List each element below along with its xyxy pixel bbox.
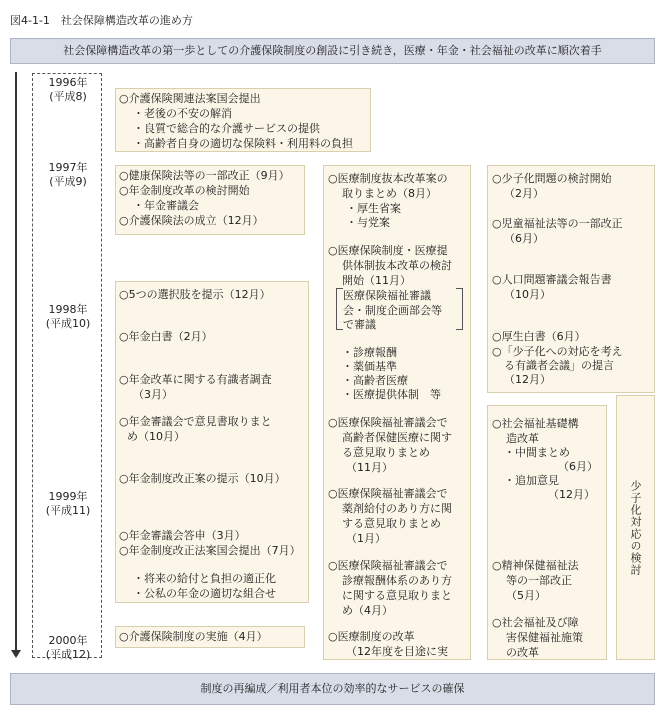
box-line: ○精神保健福祉法 [492, 559, 579, 572]
box-line: （2月） [504, 187, 544, 200]
box-line: ・公私の年金の適切な組合せ [133, 587, 276, 600]
box-line: ○年金白書（2月） [119, 330, 213, 343]
box-line: ○年金改革に関する有識者調査 [119, 373, 272, 386]
era-label: (平成8) [49, 90, 87, 103]
box-line: （10月） [504, 288, 551, 301]
box-line: ○年金制度改革の検討開始 [119, 184, 250, 197]
year-label: 1997年 [48, 161, 88, 174]
box-line: （6月） [504, 232, 544, 245]
box-line: 診療報酬体系のあり方 [342, 574, 452, 587]
box-line: に関する意見取りまと [342, 589, 452, 602]
box-line: （1月） [346, 532, 386, 545]
box-line: ・追加意見 [504, 474, 559, 487]
box-line: ・医療提供体制 等 [342, 388, 441, 401]
box-line: ○健康保険法等の一部改正（9月） [119, 169, 290, 182]
box-line: ○社会福祉及び障 [492, 616, 579, 629]
box-line: （11月） [346, 461, 393, 474]
box-line: ・年金審議会 [133, 199, 199, 212]
box-line: する意見取りまとめ [342, 517, 441, 530]
box-line: ・薬価基準 [342, 360, 397, 373]
top-banner-text: 社会保障構造改革の第一歩としての介護保険制度の創設に引き続き，医療・年金・社会福祉の改革に順次着手 [63, 44, 602, 57]
box-line: ・高齢者自身の適切な保険料・利用料の負担 [133, 137, 353, 150]
box-line: ・中間まとめ [504, 446, 570, 459]
box-line: ○介護保険関連法案国会提出 [119, 92, 261, 105]
year-1999 [38, 490, 98, 518]
box-line: 造改革 [506, 432, 539, 445]
box-line: （3月） [133, 388, 173, 401]
era-label: (平成10) [45, 317, 91, 330]
left-bracket [336, 288, 343, 330]
box-line: 開始（11月） [342, 274, 411, 287]
figure-title: 図4-1-1 社会保障構造改革の進め方 [10, 14, 193, 27]
box-line: ○医療保険福祉審議会で [328, 487, 448, 500]
box-line: ・診療報酬 [342, 346, 397, 359]
box-line: の改革 [506, 646, 539, 659]
box-line: ○年金審議会で意見書取りまと [119, 415, 272, 428]
box-line: ○医療保険福祉審議会で [328, 416, 448, 429]
box-line: ○人口問題審議会報告書 [492, 273, 612, 286]
era-label: (平成12) [45, 648, 91, 661]
year-label: 2000年 [48, 634, 88, 647]
box-line: ○「少子化への対応を考え [492, 345, 623, 358]
box-line: ・老後の不安の解消 [133, 107, 232, 120]
timeline-arrowhead [11, 650, 21, 658]
top-banner [10, 38, 655, 64]
box-line: め（10月） [127, 430, 185, 443]
box-line: （12年度を目途に実 [346, 645, 448, 658]
box-line: ○医療制度抜本改革案の [328, 172, 448, 185]
box-line: ○医療制度の改革 [328, 630, 415, 643]
year-label: 1996年 [48, 76, 88, 89]
falling-birthrate-study-label: 少子化対応の検討 [629, 480, 642, 576]
bottom-banner [10, 673, 655, 705]
box-line: （12月） [504, 373, 551, 386]
box-line: ・与党案 [346, 216, 390, 229]
box-line: ○年金制度改正法案国会提出（7月） [119, 544, 301, 557]
box-line: る意見取りまとめ [342, 446, 430, 459]
box-line: ○社会福祉基礎構 [492, 417, 579, 430]
box-line: 医療保険福祉審議 [343, 289, 431, 302]
box-line: ○児童福祉法等の一部改正 [492, 217, 623, 230]
box-line: ・厚生省案 [346, 202, 401, 215]
box-line: る有識者会議」の提言 [504, 359, 614, 372]
right-bracket [456, 288, 463, 330]
era-label: (平成11) [45, 504, 91, 517]
box-line: （12月） [548, 488, 595, 501]
year-2000 [38, 634, 98, 662]
box-line: 取りまとめ（8月） [342, 187, 437, 200]
box-line: ○年金制度改正案の提示（10月） [119, 472, 286, 485]
box-line: ・良質で総合的な介護サービスの提供 [133, 122, 320, 135]
box-line: め（4月） [342, 604, 393, 617]
box-line: ○少子化問題の検討開始 [492, 172, 612, 185]
box-line: 等の一部改正 [506, 574, 572, 587]
year-1998 [38, 303, 98, 331]
box-line: 高齢者保健医療に関す [342, 431, 452, 444]
box-line: ○介護保険法の成立（12月） [119, 214, 264, 227]
timeline-arrow [15, 72, 17, 652]
box-line: 供体制抜本改革の検討 [342, 259, 452, 272]
year-1996 [38, 76, 98, 104]
box-line: （6月） [558, 460, 598, 473]
year-label: 1998年 [48, 303, 88, 316]
box-line: 会・制度企画部会等 [343, 304, 442, 317]
box-line: ○5つの選択肢を提示（12月） [119, 288, 271, 301]
year-1997 [38, 161, 98, 189]
box-line: で審議 [343, 318, 376, 331]
box-line: 薬剤給付のあり方に関 [342, 502, 452, 515]
box-line: ・将来の給付と負担の適正化 [133, 572, 276, 585]
box-line: 害保健福祉施策 [506, 631, 583, 644]
box-line: ○介護保険制度の実施（4月） [119, 630, 268, 643]
era-label: (平成9) [49, 175, 87, 188]
box-line: ○医療保険制度・医療提 [328, 244, 448, 257]
box-line: ○医療保険福祉審議会で [328, 559, 448, 572]
box-line: ○厚生白書（6月） [492, 330, 586, 343]
year-label: 1999年 [48, 490, 88, 503]
box-line: ・高齢者医療 [342, 374, 408, 387]
bottom-banner-text: 制度の再編成／利用者本位の効率的なサービスの確保 [200, 682, 465, 695]
box-line: ○年金審議会答申（3月） [119, 529, 246, 542]
box-line: （5月） [506, 589, 546, 602]
